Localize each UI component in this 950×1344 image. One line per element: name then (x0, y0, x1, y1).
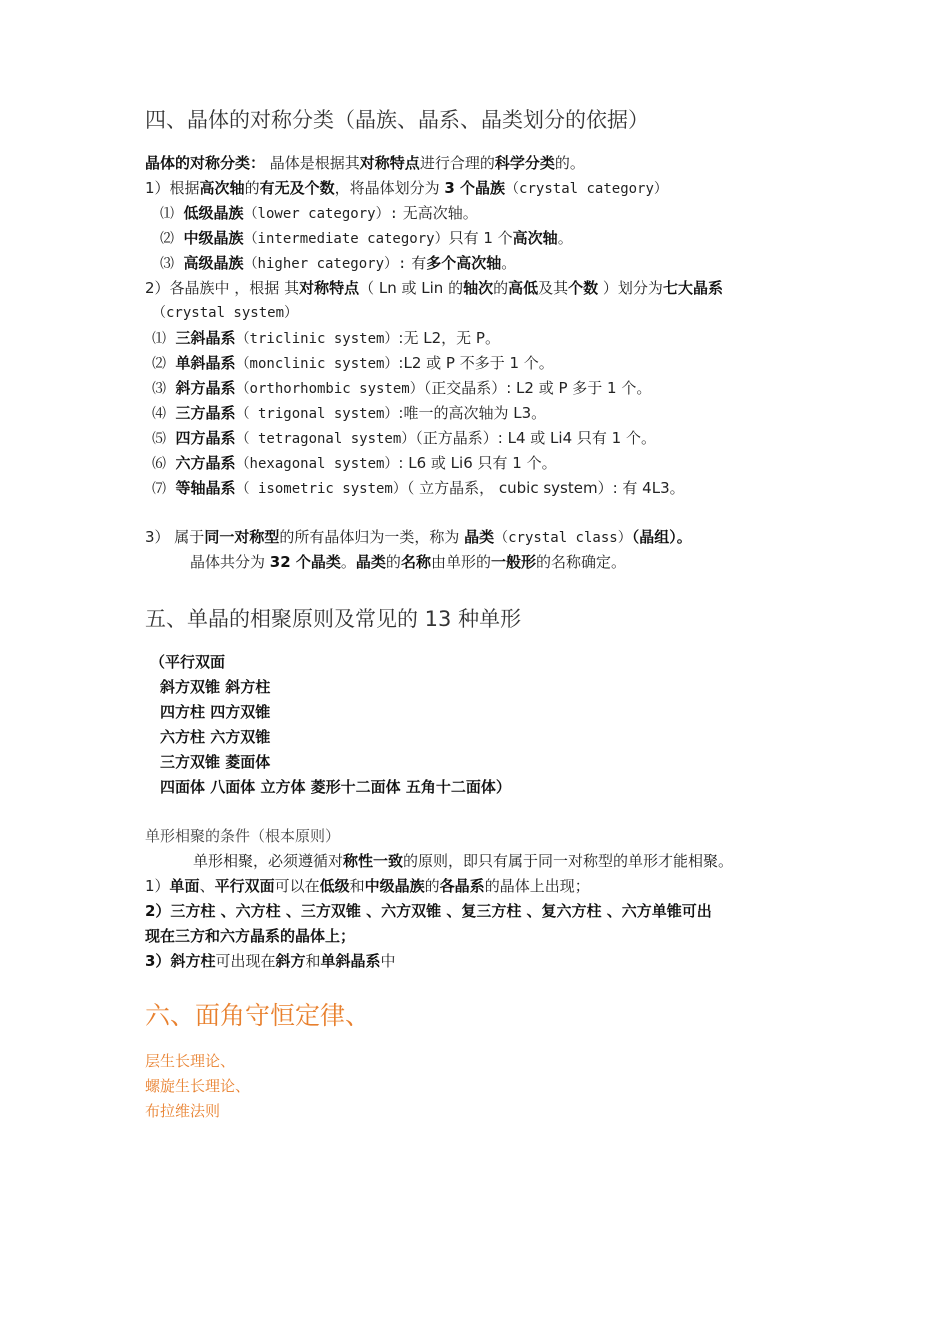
section-6-heading: 六、面角守恒定律、 (145, 1001, 371, 1030)
rule-1: 1）单面、平行双面可以在低级和中级晶族的各晶系的晶体上出现； (145, 877, 590, 895)
form-list-line: 四方柱 四方双锥 (160, 703, 271, 721)
system-orthorhombic: ⑶ 斜方晶系（orthorhombic system）（正交晶系）: L2 或 P 多于 1 个。 (152, 379, 652, 397)
family-higher: ⑶ 高级晶族（higher category）: 有多个高次轴。 (160, 254, 517, 272)
form-list-line: 六方柱 六方双锥 (160, 728, 271, 746)
point-3-cont: 晶体共分为 32 个晶类。晶类的名称由单形的一般形的名称确定。 (190, 553, 626, 571)
section-4-heading: 四、晶体的对称分类（晶族、晶系、晶类划分的依据） (145, 108, 649, 132)
point-3: 3） 属于同一对称型的所有晶体归为一类，称为 晶类（crystal class）（晶组）。 (145, 528, 692, 546)
point-2-cont: （crystal system） (152, 305, 299, 321)
theory-item: 层生长理论、 (145, 1052, 236, 1070)
system-tetragonal: ⑸ 四方晶系（ tetragonal system）（正方晶系）: L4 或 Li4 只有 1 个。 (152, 429, 656, 447)
rule-3: 3）斜方柱可出现在斜方和单斜晶系中 (145, 952, 396, 970)
section-5-heading: 五、单晶的相聚原则及常见的 13 种单形 (145, 607, 522, 631)
system-isometric: ⑺ 等轴晶系（ isometric system）（ 立方晶系， cubic system）: 有 4L3。 (152, 479, 685, 497)
conditions-body: 单形相聚，必须遵循对称性一致的原则，即只有属于同一对称型的单形才能相聚。 (193, 852, 734, 870)
system-triclinic: ⑴ 三斜晶系（triclinic system）:无 L2，无 P。 (152, 329, 500, 347)
form-list-line: （平行双面 (150, 653, 226, 671)
system-hexagonal: ⑹ 六方晶系（hexagonal system）: L6 或 Li6 只有 1 个。 (152, 454, 557, 472)
system-trigonal: ⑷ 三方晶系（ trigonal system）:唯一的高次轴为 L3。 (152, 404, 547, 422)
point-2: 2）各晶族中 ，根据 其对称特点（ Ln 或 Lin 的轴次的高低及其个数 ）划分为七大晶系 (145, 279, 723, 297)
form-list-line: 三方双锥 菱面体 (160, 753, 271, 771)
form-list-line: 斜方双锥 斜方柱 (160, 678, 271, 696)
family-lower: ⑴ 低级晶族（lower category）: 无高次轴。 (160, 204, 478, 222)
point-1: 1）根据高次轴的有无及个数，将晶体划分为 3 个晶族（crystal category） (145, 179, 668, 197)
rule-2: 2）三方柱 、六方柱 、三方双锥 、六方双锥 、复三方柱 、复六方柱 、六方单锥可出 (145, 902, 712, 920)
theory-item: 布拉维法则 (145, 1102, 221, 1120)
system-monoclinic: ⑵ 单斜晶系（monclinic system）:L2 或 P 不多于 1 个。 (152, 354, 554, 372)
rule-2-cont: 现在三方和六方晶系的晶体上； (145, 927, 356, 945)
intro-line: 晶体的对称分类： 晶体是根据其对称特点进行合理的科学分类的。 (145, 154, 585, 172)
form-list-line: 四面体 八面体 立方体 菱形十二面体 五角十二面体） (160, 778, 511, 796)
family-intermediate: ⑵ 中级晶族（intermediate category）只有 1 个高次轴。 (160, 229, 573, 247)
conditions-title: 单形相聚的条件（根本原则） (145, 827, 341, 845)
theory-item: 螺旋生长理论、 (145, 1077, 251, 1095)
